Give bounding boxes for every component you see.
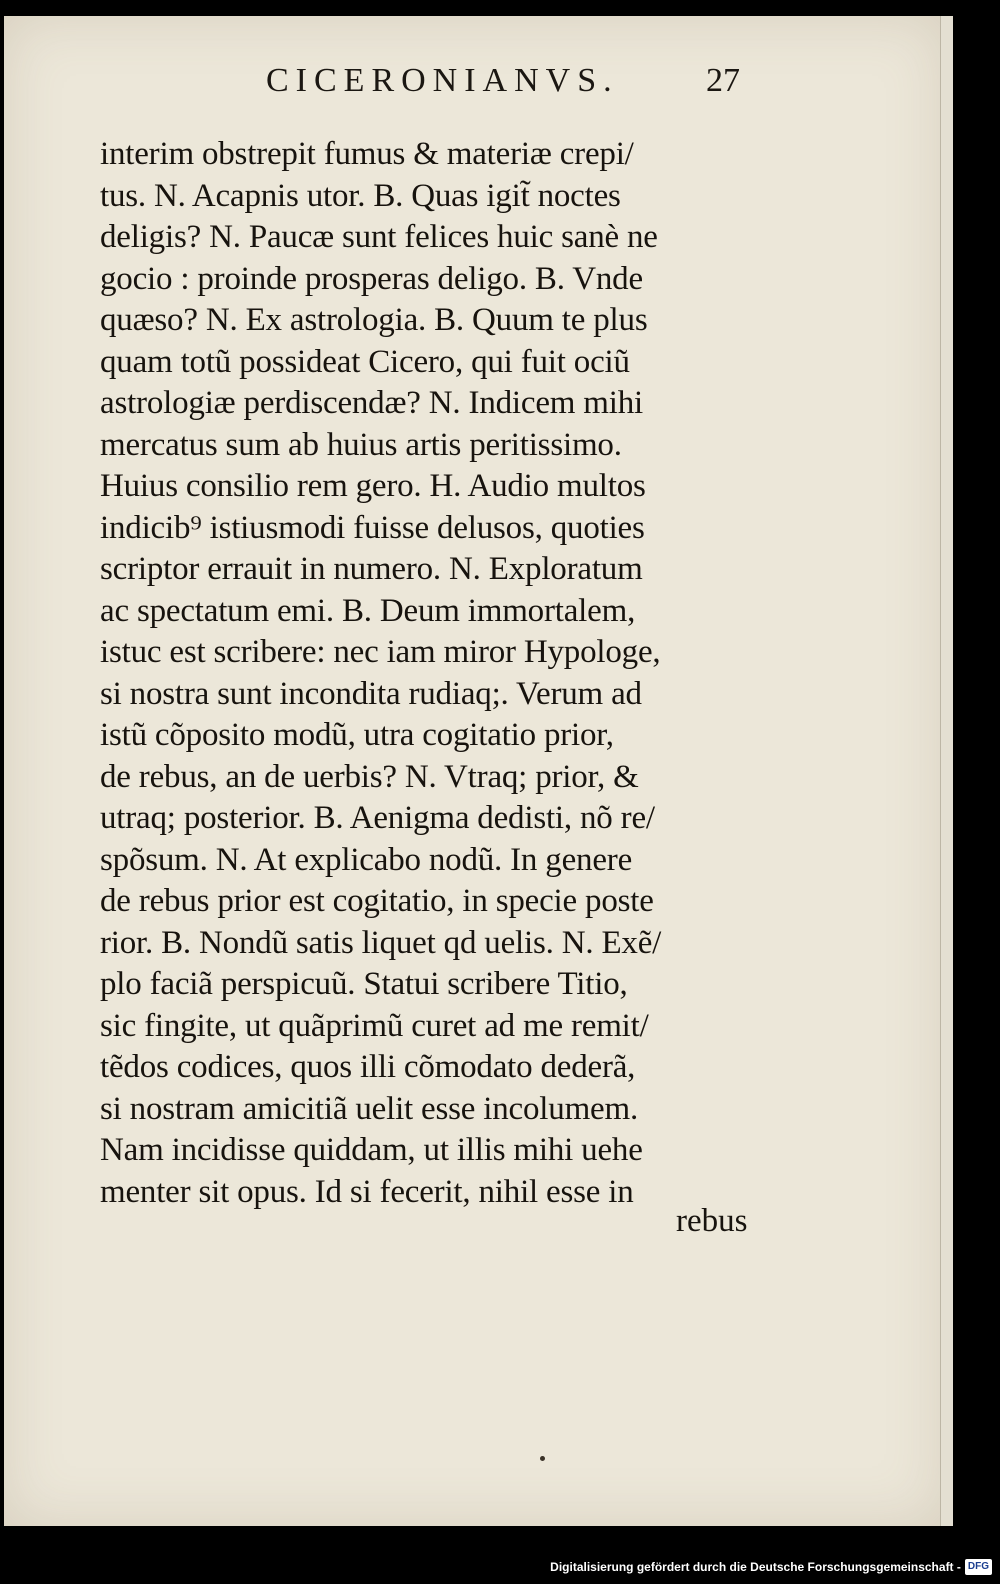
text-line: Nam incidisse quiddam, ut illis mihi uehe <box>100 1132 643 1168</box>
page-edge <box>940 16 953 1526</box>
text-line: tẽdos codices, quos illi cõmodato dederã, <box>100 1049 636 1085</box>
credit-text: Digitalisierung gefördert durch die Deutsche Forschungsgemeinschaft - <box>550 1560 961 1574</box>
text-line: Huius consilio rem gero. H. Audio multos <box>100 468 646 504</box>
text-line: si nostram amicitiã uelit esse incolumem. <box>100 1090 639 1127</box>
text-line: spõsum. N. At explicabo nodũ. In genere <box>100 841 633 878</box>
page-header <box>0 62 1000 112</box>
running-head: CICERONIANVS. <box>266 62 619 99</box>
text-line: sic fingite, ut quãprimũ curet ad me remit/ <box>100 1007 649 1044</box>
text-line: menter sit opus. Id si fecerit, nihil esse in <box>100 1173 634 1210</box>
text-line: astrologiæ perdiscendæ? N. Indicem mihi <box>100 385 644 421</box>
text-line: plo faciã perspicuũ. Statui scribere Titio, <box>100 966 628 1002</box>
text-line: indicib⁹ istiusmodi fuisse delusos, quoties <box>100 509 645 546</box>
digitization-credit <box>550 1558 992 1576</box>
text-line: si nostra sunt incondita rudiaq;. Verum ad <box>100 675 642 712</box>
text-line: tus. N. Acapnis utor. B. Quas igit̃ noctes <box>100 177 621 214</box>
catchword: rebus <box>676 1203 748 1239</box>
text-line: de rebus prior est cogitatio, in specie poste <box>100 883 654 919</box>
text-line: istũ cõposito modũ, utra cogitatio prior, <box>100 717 614 753</box>
text-line: quam totũ possideat Cicero, qui fuit ociũ <box>100 343 630 380</box>
body-text <box>100 134 790 1213</box>
text-line: scriptor errauit in numero. N. Exploratum <box>100 551 643 587</box>
text-line: deligis? N. Paucæ sunt felices huic sanè ne <box>100 219 658 255</box>
text-line: rior. B. Nondũ satis liquet qd uelis. N. Exẽ/ <box>100 924 662 961</box>
dfg-logo-icon: DFG <box>965 1559 992 1575</box>
page-number: 27 <box>706 62 740 99</box>
text-line: istuc est scribere: nec iam miror Hypologe, <box>100 634 661 670</box>
ink-spot <box>540 1456 545 1461</box>
text-line: interim obstrepit fumus & materiæ crepi/ <box>100 136 634 172</box>
text-line: gocio : proinde prosperas deligo. B. Vnde <box>100 260 643 297</box>
text-line: de rebus, an de uerbis? N. Vtraq; prior, & <box>100 758 639 795</box>
text-line: quæso? N. Ex astrologia. B. Quum te plus <box>100 302 648 338</box>
text-line: ac spectatum emi. B. Deum immortalem, <box>100 592 636 629</box>
text-line: utraq; posterior. B. Aenigma dedisti, nõ re/ <box>100 800 655 836</box>
text-line: mercatus sum ab huius artis peritissimo. <box>100 426 622 463</box>
